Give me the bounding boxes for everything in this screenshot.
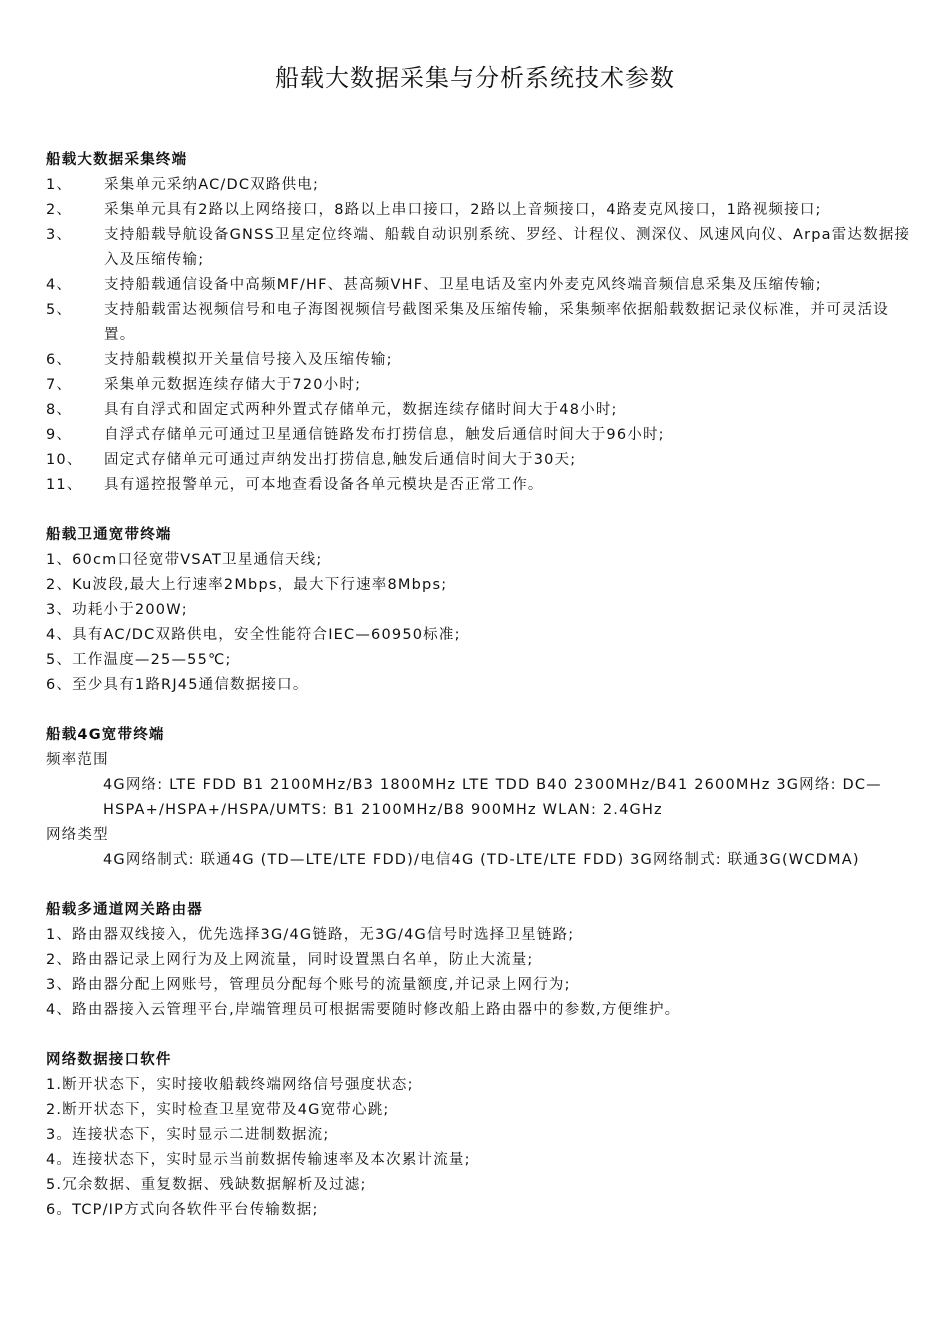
item-text: 具有遥控报警单元，可本地查看设备各单元模块是否正常工作。 bbox=[104, 477, 544, 493]
item-number: 5、 bbox=[46, 302, 73, 318]
list-item: 4、具有AC/DC双路供电，安全性能符合IEC—60950标准; bbox=[46, 627, 461, 643]
list-item bbox=[46, 273, 916, 298]
section-data-collection-terminal bbox=[46, 148, 916, 498]
item-number: 10、 bbox=[46, 452, 83, 468]
section-network-data-interface-software bbox=[46, 1048, 916, 1223]
list-item: 2、路由器记录上网行为及上网流量，同时设置黑白名单，防止大流量; bbox=[46, 952, 534, 968]
item-number: 8、 bbox=[46, 402, 73, 418]
section-title: 船载大数据采集终端 bbox=[46, 152, 188, 168]
list-item: 5.冗余数据、重复数据、残缺数据解析及过滤; bbox=[46, 1177, 367, 1193]
section-title: 船载多通道网关路由器 bbox=[46, 902, 203, 918]
list-item: 1、60cm口径宽带VSAT卫星通信天线; bbox=[46, 552, 323, 568]
item-text: 自浮式存储单元可通过卫星通信链路发布打捞信息，触发后通信时间大于96小时; bbox=[104, 427, 665, 443]
list-item bbox=[46, 398, 916, 423]
section-title: 船载卫通宽带终端 bbox=[46, 527, 172, 543]
section-title: 船载4G宽带终端 bbox=[46, 727, 165, 743]
list-item bbox=[46, 173, 916, 198]
list-item: 1.断开状态下，实时接收船载终端网络信号强度状态; bbox=[46, 1077, 414, 1093]
list-item: 6。TCP/IP方式向各软件平台传输数据; bbox=[46, 1202, 319, 1218]
item-number: 11、 bbox=[46, 477, 83, 493]
item-number: 9、 bbox=[46, 427, 73, 443]
item-text: 支持船载通信设备中高频MF/HF、甚高频VHF、卫星电话及室内外麦克风终端音频信息采集及压缩传输; bbox=[104, 277, 822, 293]
list-item bbox=[46, 198, 916, 223]
section-title: 网络数据接口软件 bbox=[46, 1052, 172, 1068]
document-body bbox=[46, 148, 916, 1223]
list-item: 3。连接状态下，实时显示二进制数据流; bbox=[46, 1127, 330, 1143]
list-item bbox=[46, 373, 916, 398]
item-text: 具有自浮式和固定式两种外置式存储单元，数据连续存储时间大于48小时; bbox=[104, 402, 618, 418]
list-item bbox=[46, 448, 916, 473]
frequency-range-text: 4G网络: LTE FDD B1 2100MHz/B3 1800MHz LTE TDD B40 2300MHz/B41 2600MHz 3G网络: DC—HSPA+/HSPA+/HSPA/UMTS: B1 2100MHz/B8 900MHz WLAN: 2.4GHz bbox=[103, 777, 882, 818]
list-item bbox=[46, 423, 916, 448]
section-satellite-broadband-terminal bbox=[46, 523, 916, 698]
item-number: 4、 bbox=[46, 277, 73, 293]
document-title: 船载大数据采集与分析系统技术参数 bbox=[275, 64, 675, 92]
item-text: 采集单元采纳AC/DC双路供电; bbox=[104, 177, 320, 193]
item-text: 支持船载导航设备GNSS卫星定位终端、船载自动识别系统、罗经、计程仪、测深仪、风速风向仪、Arpa雷达数据接入及压缩传输; bbox=[104, 227, 911, 268]
frequency-range-label: 频率范围 bbox=[46, 752, 109, 768]
item-number: 7、 bbox=[46, 377, 73, 393]
item-number: 2、 bbox=[46, 202, 73, 218]
network-type-label: 网络类型 bbox=[46, 827, 109, 843]
item-text: 支持船载模拟开关量信号接入及压缩传输; bbox=[104, 352, 393, 368]
list-item bbox=[46, 298, 916, 348]
item-number: 1、 bbox=[46, 177, 73, 193]
item-text: 支持船载雷达视频信号和电子海图视频信号截图采集及压缩传输，采集频率依据船载数据记录仪标准，并可灵活设置。 bbox=[104, 302, 889, 343]
list-item: 6、至少具有1路RJ45通信数据接口。 bbox=[46, 677, 309, 693]
list-item: 2、Ku波段,最大上行速率2Mbps，最大下行速率8Mbps; bbox=[46, 577, 448, 593]
list-item: 3、路由器分配上网账号，管理员分配每个账号的流量额度,并记录上网行为; bbox=[46, 977, 571, 993]
list-item: 2.断开状态下，实时检查卫星宽带及4G宽带心跳; bbox=[46, 1102, 390, 1118]
item-text: 采集单元具有2路以上网络接口，8路以上串口接口，2路以上音频接口，4路麦克风接口，1路视频接口; bbox=[104, 202, 822, 218]
list-item bbox=[46, 348, 916, 373]
item-number: 6、 bbox=[46, 352, 73, 368]
list-item: 4。连接状态下，实时显示当前数据传输速率及本次累计流量; bbox=[46, 1152, 471, 1168]
section-multichannel-gateway-router bbox=[46, 898, 916, 1023]
list-item bbox=[46, 473, 916, 498]
list-item: 1、路由器双线接入，优先选择3G/4G链路，无3G/4G信号时选择卫星链路; bbox=[46, 927, 575, 943]
item-text: 固定式存储单元可通过声纳发出打捞信息,触发后通信时间大于30天; bbox=[104, 452, 577, 468]
list-item: 4、路由器接入云管理平台,岸端管理员可根据需要随时修改船上路由器中的参数,方便维护。 bbox=[46, 1002, 681, 1018]
item-number: 3、 bbox=[46, 227, 73, 243]
network-type-text: 4G网络制式: 联通4G (TD—LTE/LTE FDD)/电信4G (TD-LTE/LTE FDD) 3G网络制式: 联通3G(WCDMA) bbox=[103, 852, 860, 868]
section-4g-broadband-terminal bbox=[46, 723, 916, 873]
list-item: 5、工作温度—25—55℃; bbox=[46, 652, 232, 668]
item-text: 采集单元数据连续存储大于720小时; bbox=[104, 377, 362, 393]
list-item bbox=[46, 223, 916, 273]
list-item: 3、功耗小于200W; bbox=[46, 602, 188, 618]
